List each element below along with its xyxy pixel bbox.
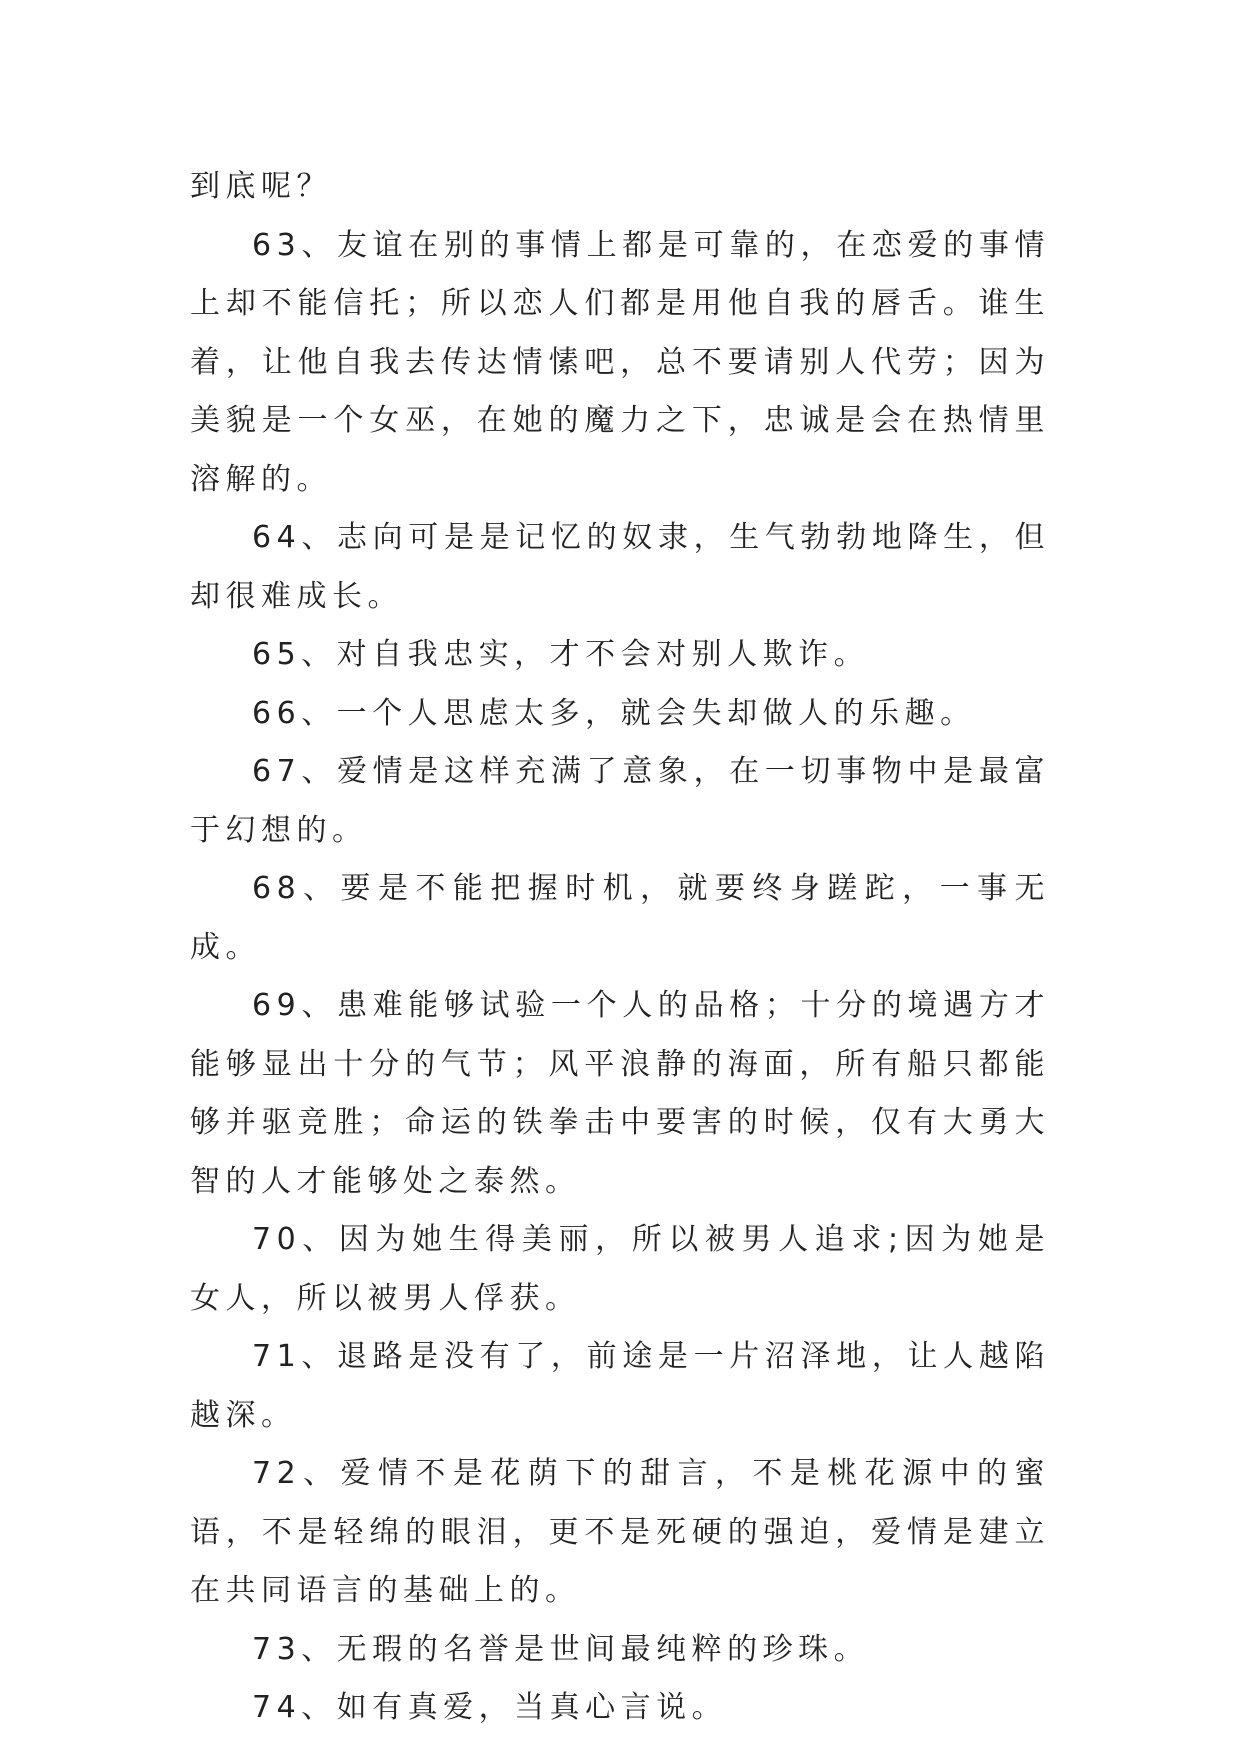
paragraph-67: 67、爱情是这样充满了意象，在一切事物中是最富于幻想的。 — [190, 754, 1050, 848]
paragraph-70: 70、因为她生得美丽，所以被男人追求;因为她是女人，所以被男人俘获。 — [190, 1222, 1050, 1316]
paragraph-71: 71、退路是没有了，前途是一片沼泽地，让人越陷越深。 — [190, 1339, 1050, 1433]
paragraph-continuation: 到底呢？ — [190, 169, 332, 204]
paragraph-73: 73、无瑕的名誉是世间最纯粹的珍珠。 — [252, 1631, 870, 1667]
paragraph-68: 68、要是不能把握时机，就要终身蹉跎，一事无成。 — [190, 871, 1050, 965]
paragraph-72: 72、爱情不是花荫下的甜言，不是桃花源中的蜜语，不是轻绵的眼泪，更不是死硬的强迫，爱情是建立在共同语言的基础上的。 — [190, 1456, 1050, 1608]
paragraph-66: 66、一个人思虑太多，就会失却做人的乐趣。 — [252, 695, 976, 731]
paragraph-74: 74、如有真爱，当真心言说。 — [252, 1690, 728, 1725]
paragraph-64: 64、志向可是是记忆的奴隶，生气勃勃地降生，但却很难成长。 — [190, 520, 1050, 614]
paragraph-69: 69、患难能够试验一个人的品格；十分的境遇方才能够显出十分的气节；风平浪静的海面，所有船只都能够并驱竞胜；命运的铁拳击中要害的时候，仅有大勇大智的人才能够处之泰然。 — [190, 988, 1050, 1199]
document-body — [190, 158, 1050, 1738]
paragraph-63: 63、友谊在别的事情上都是可靠的，在恋爱的事情上却不能信托；所以恋人们都是用他自我的唇舌。谁生着，让他自我去传达情愫吧，总不要请别人代劳；因为美貌是一个女巫，在她的魔力之下，忠诚是会在热情里溶解的。 — [190, 227, 1050, 497]
paragraph-65: 65、对自我忠实，才不会对别人欺诈。 — [252, 637, 870, 672]
